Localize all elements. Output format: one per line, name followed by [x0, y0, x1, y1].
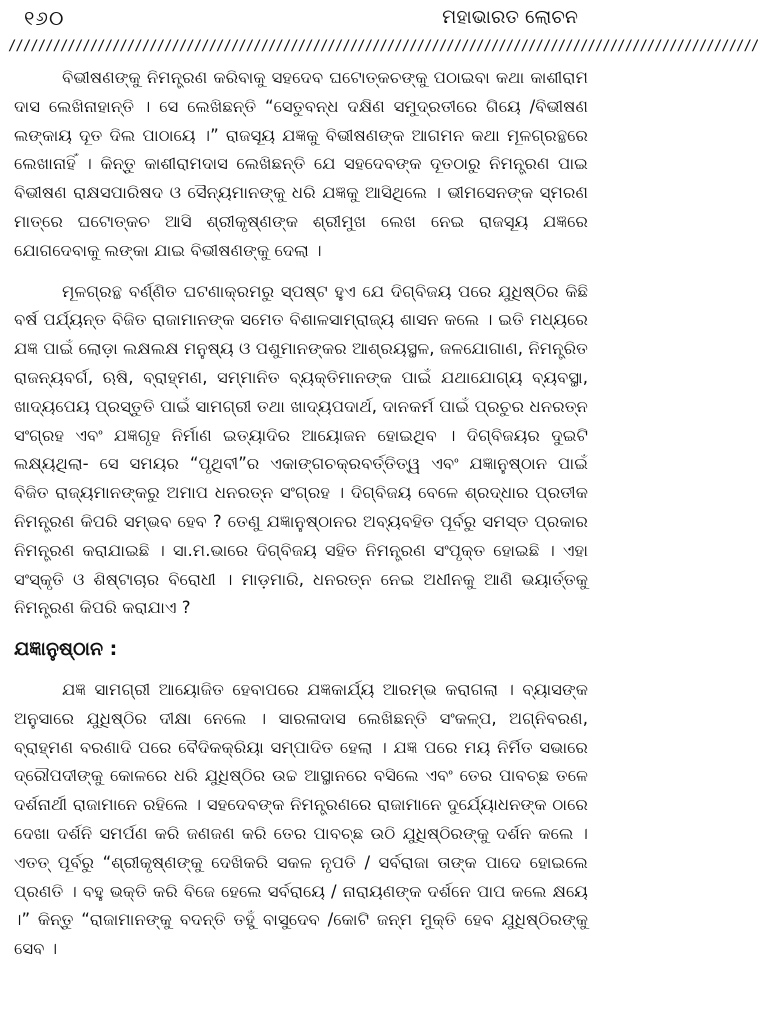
paragraph: ବିଭୀଷଣଙ୍କୁ ନିମନ୍ତ୍ରଣ କରିବାକୁ ସହଦେବ ଘଟୋତ୍କଚଙ୍କୁ ପଠାଇବା କଥା କାଶୀରାମ ଦାସ ଲେଖିନାହାନ୍ତି । ସେ ଲେଖିଛନ୍ତି “ସେତୁବନ୍ଧ ଦକ୍ଷିଣ ସମୁଦ୍ରତୀରେ ଗିୟେ /ବିଭୀଷଣ ଲଙ୍କାୟ ଦୂତ ଦିଲ ପାଠାୟେ ।” ରାଜସୂୟ ଯଜ୍ଞକୁ ବିଭୀଷଣଙ୍କ ଆଗମନ କଥା ମୂଳଗ୍ରନ୍ଥରେ ଲେଖାନାହିଁ । କିନ୍ତୁ କାଶୀରାମଦାସ ଲେଖିଛନ୍ତି ଯେ ସହଦେବଙ୍କ ଦୂତଠାରୁ ନିମନ୍ତ୍ରଣ ପାଇ ବିଭୀଷଣ ରାକ୍ଷସପାରିଷଦ ଓ ସୈନ୍ୟମାନଙ୍କୁ ଧରି ଯଜ୍ଞକୁ ଆସିଥିଲେ । ଭୀମସେନଙ୍କ ସ୍ମରଣ ମାତ୍ରେ ଘଟୋତ୍କଚ ଆସି ଶ୍ରୀକୃଷ୍ଣଙ୍କ ଶ୍ରୀମୁଖ ଲେଖ ନେଇ ରାଜସୂୟ ଯଜ୍ଞରେ ଯୋଗଦେବାକୁ ଲଙ୍କା ଯାଇ ବିଭୀଷଣଙ୍କୁ ଦେଲା ।: [14, 68, 588, 260]
paragraph: ଯଜ୍ଞ ସାମଗ୍ରୀ ଆୟୋଜିତ ହେବାପରେ ଯଜ୍ଞକାର୍ଯ୍ୟ ଆରମ୍ଭ କରାଗଲା । ବ୍ୟାସଙ୍କ ଅନୁସାରେ ଯୁଧିଷ୍ଠିର ଦୀକ୍ଷା ନେଲେ । ସାରଳାଦାସ ଲେଖିଛନ୍ତି ସଂକଳ୍ପ, ଅଗ୍ନିବରଣ, ବ୍ରାହ୍ମଣ ବରଣାଦି ପରେ ବୈଦିକକ୍ରିୟା ସମ୍ପାଦିତ ହେଲା । ଯଜ୍ଞ ପରେ ମୟ ନିର୍ମିତ ସଭାରେ ଦ୍ରୌପଦୀଙ୍କୁ କୋଳରେ ଧରି ଯୁଧିଷ୍ଠିର ଉଚ୍ଚ ଆସ୍ଥାନରେ ବସିଲେ ଏବଂ ତେର ପାବଚ୍ଛ ତଳେ ଦର୍ଶନାର୍ଥୀ ରାଜାମାନେ ରହିଲେ । ସହଦେବଙ୍କ ନିମନ୍ତ୍ରଣରେ ରାଜାମାନେ ଦୁର୍ଯ୍ୟୋଧନଙ୍କ ଠାରେ ଦେଖା ଦର୍ଶନି ସମର୍ପଣ କରି ଜଣଜଣ କରି ତେର ପାବଚ୍ଛ ଉଠି ଯୁଧିଷ୍ଠିରଙ୍କୁ ଦର୍ଶନ କଲେ । ଏତତ୍ ପୂର୍ବରୁ “ଶ୍ରୀକୃଷ୍ଣଙ୍କୁ ଦେଖିକରି ସକଳ ନୃପତି / ସର୍ବରାଜା ତାଙ୍କ ପାଦେ ହୋଇଲେ ପ୍ରଣତି । ବହୁ ଭକ୍ତି କରି ବିଜେ ହେଲେ ସର୍ବରାୟେ / ନାରାୟଣଙ୍କ ଦର୍ଶନେ ପାପ କଲେ କ୍ଷୟେ ।” କିନ୍ତୁ “ରାଜାମାନଙ୍କୁ ବଦନ୍ତି ତହୁଁ ବାସୁଦେବ /କୋଟି ଜନ୍ମ ମୁକ୍ତି ହେବ ଯୁଧିଷ୍ଠିରଙ୍କୁ ସେବ ।: [14, 679, 588, 959]
running-header: [14, 0, 586, 34]
paragraph: ମୂଳଗ୍ରନ୍ଥ ବର୍ଣ୍ଣିତ ଘଟଣାକ୍ରମରୁ ସ୍ପଷ୍ଟ ହୁଏ ଯେ ଦିଗ୍ବିଜୟ ପରେ ଯୁଧିଷ୍ଠିର କିଛି ବର୍ଷ ପର୍ଯ୍ୟନ୍ତ ବିଜିତ ରାଜାମାନଙ୍କ ସମେତ ବିଶାଳସାମ୍ରାଜ୍ୟ ଶାସନ କଲେ । ଇତି ମଧ୍ୟରେ ଯଜ୍ଞ ପାଇଁ ଲୋଡ଼ା ଲକ୍ଷଲକ୍ଷ ମନୁଷ୍ୟ ଓ ପଶୁମାନଙ୍କର ଆଶ୍ରୟସ୍ଥଳ, ଜଳଯୋଗାଣ, ନିମନ୍ତ୍ରିତ ରାଜନ୍ୟବର୍ଗ, ଋଷି, ବ୍ରାହ୍ମଣ, ସମ୍ମାନିତ ବ୍ୟକ୍ତିମାନଙ୍କ ପାଇଁ ଯଥାଯୋଗ୍ୟ ବ୍ୟବସ୍ଥା, ଖାଦ୍ୟପେୟ ପ୍ରସ୍ତୁତି ପାଇଁ ସାମଗ୍ରୀ ତଥା ଖାଦ୍ୟପଦାର୍ଥ, ଦାନକର୍ମ ପାଇଁ ପ୍ରଚୁର ଧନରତ୍ନ ସଂଗ୍ରହ ଏବଂ ଯଜ୍ଞଗୃହ ନିର୍ମାଣ ଇତ୍ୟାଦିର ଆୟୋଜନ ହୋଇଥିବ । ଦିଗ୍ବିଜୟର ଦୁଇଟି ଲକ୍ଷ୍ୟଥିଲା- ସେ ସମୟର “ପୃଥିବୀ”ର ଏକାଙ୍ଗଚକ୍ରବର୍ତ୍ତିତ୍ୱ ଏବଂ ଯଜ୍ଞାନୁଷ୍ଠାନ ପାଇଁ ବିଜିତ ରାଜ୍ୟମାନଙ୍କରୁ ଅମାପ ଧନରତ୍ନ ସଂଗ୍ରହ । ଦିଗ୍ବିଜୟ ବେଳେ ଶ୍ରଦ୍ଧାର ପ୍ରତୀକ ନିମନ୍ତ୍ରଣ କିପରି ସମ୍ଭବ ହେବ ? ତେଣୁ ଯଜ୍ଞାନୁଷ୍ଠାନର ଅବ୍ୟବହିତ ପୂର୍ବରୁ ସମସ୍ତ ପ୍ରକାର ନିମନ୍ତ୍ରଣ କରାଯାଇଛି । ସା.ମ.ଭାରେ ଦିଗ୍ବିଜୟ ସହିତ ନିମନ୍ତ୍ରଣ ସଂପୃକ୍ତ ହୋଇଛି । ଏହା ସଂସ୍କୃତି ଓ ଶିଷ୍ଟାଚାର ବିରୋଧୀ । ମାଡ଼ମାରି, ଧନରତ୍ନ ନେଇ ଅଧୀନକୁ ଆଣି ଭୟାର୍ତ୍ତକୁ ନିମନ୍ତ୍ରଣ କିପରି କରାଯାଏ ?: [14, 281, 589, 618]
body-text: [14, 64, 588, 976]
page-number: ୧୬୦: [24, 6, 65, 30]
section-heading: ଯଜ୍ଞାନୁଷ୍ଠାନ :: [14, 638, 118, 661]
header-rule: /////////////////////////////////////////////////////////////////////////////////////////////////////: [8, 38, 758, 54]
book-title: ମହାଭାରତ ଲୋଚନ: [442, 6, 578, 28]
